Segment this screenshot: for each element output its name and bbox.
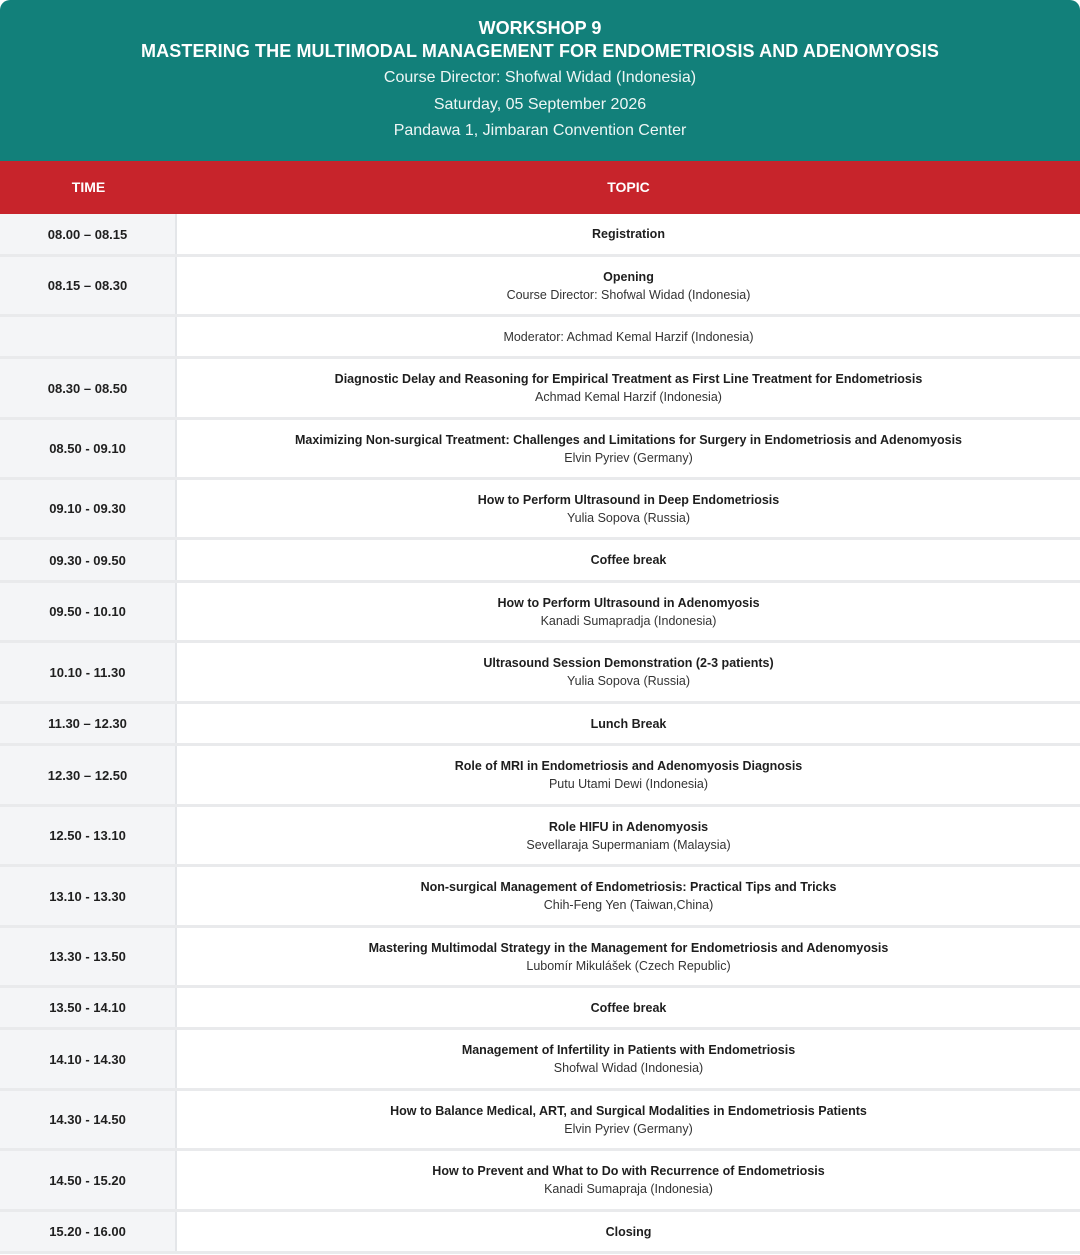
topic-cell [177, 420, 1080, 477]
topic-cell [177, 540, 1080, 580]
topic-title: Coffee break [590, 1000, 667, 1015]
table-row [0, 540, 1080, 583]
topic-speaker: Elvin Pyriev (Germany) [564, 450, 693, 465]
time-cell: 11.30 – 12.30 [0, 704, 177, 743]
topic-cell [177, 928, 1080, 985]
table-row [0, 867, 1080, 928]
topic-title: Management of Infertility in Patients with Endometriosis [461, 1043, 796, 1057]
time-cell: 09.10 - 09.30 [0, 480, 177, 537]
topic-speaker: Elvin Pyriev (Germany) [564, 1121, 693, 1136]
topic-title: Registration [592, 227, 665, 241]
topic-title: How to Perform Ultrasound in Adenomyosis [497, 595, 760, 610]
topic-title: Diagnostic Delay and Reasoning for Empirical Treatment as First Line Treatment for Endometriosis [334, 372, 923, 386]
topic-title: How to Prevent and What to Do with Recurrence of Endometriosis [432, 1164, 825, 1178]
topic-cell [177, 317, 1080, 356]
course-director: Course Director: Shofwal Widad (Indonesia) [383, 69, 697, 86]
workshop-venue: Pandawa 1, Jimbaran Convention Center [393, 122, 687, 139]
topic-cell [177, 583, 1080, 640]
topic-title: Ultrasound Session Demonstration (2-3 patients) [483, 656, 774, 670]
topic-cell [177, 807, 1080, 864]
topic-title: How to Perform Ultrasound in Deep Endometriosis [477, 492, 780, 507]
column-header-time: TIME [71, 179, 106, 195]
session-moderator: Moderator: Achmad Kemal Harzif (Indonesia) [503, 329, 754, 344]
table-row [0, 317, 1080, 359]
time-cell: 12.30 – 12.50 [0, 746, 177, 804]
topic-cell [177, 359, 1080, 417]
topic-speaker: Yulia Sopova (Russia) [567, 510, 690, 525]
time-cell [0, 317, 177, 356]
topic-title: Role of MRI in Endometriosis and Adenomyosis Diagnosis [454, 759, 803, 773]
topic-cell [177, 704, 1080, 743]
table-row [0, 214, 1080, 257]
workshop-number: WORKSHOP 9 [478, 18, 602, 38]
table-row [0, 988, 1080, 1030]
time-cell: 08.00 – 08.15 [0, 214, 177, 254]
time-cell: 12.50 - 13.10 [0, 807, 177, 864]
workshop-header [0, 0, 1080, 161]
time-cell: 10.10 - 11.30 [0, 643, 177, 701]
topic-speaker: Kanadi Sumapraja (Indonesia) [544, 1182, 713, 1196]
topic-speaker: Kanadi Sumapradja (Indonesia) [540, 613, 717, 628]
table-row [0, 807, 1080, 867]
topic-title: Role HIFU in Adenomyosis [548, 819, 709, 834]
topic-speaker: Chih-Feng Yen (Taiwan,China) [543, 898, 714, 912]
topic-cell [177, 988, 1080, 1027]
topic-speaker: Shofwal Widad (Indonesia) [553, 1061, 704, 1075]
topic-speaker: Sevellaraja Supermaniam (Malaysia) [526, 837, 731, 852]
topic-cell [177, 214, 1080, 254]
table-row [0, 359, 1080, 420]
time-cell: 13.30 - 13.50 [0, 928, 177, 985]
time-cell: 08.15 – 08.30 [0, 257, 177, 314]
topic-cell [177, 867, 1080, 925]
topic-cell [177, 746, 1080, 804]
table-row [0, 704, 1080, 746]
column-header-topic: TOPIC [607, 179, 650, 195]
table-row [0, 480, 1080, 540]
table-row [0, 1030, 1080, 1091]
schedule-table [0, 214, 1080, 1254]
topic-speaker: Yulia Sopova (Russia) [567, 674, 690, 688]
topic-title: Opening [603, 269, 654, 284]
topic-title: Lunch Break [590, 716, 667, 731]
topic-cell [177, 1030, 1080, 1088]
table-header [0, 161, 1080, 214]
topic-title: Coffee break [590, 553, 667, 567]
table-row [0, 928, 1080, 988]
time-cell: 13.50 - 14.10 [0, 988, 177, 1027]
topic-speaker: Course Director: Shofwal Widad (Indonesia) [506, 287, 751, 302]
time-cell: 09.30 - 09.50 [0, 540, 177, 580]
table-row [0, 583, 1080, 643]
table-row [0, 420, 1080, 480]
time-cell: 08.30 – 08.50 [0, 359, 177, 417]
time-cell: 14.10 - 14.30 [0, 1030, 177, 1088]
workshop-title: MASTERING THE MULTIMODAL MANAGEMENT FOR ENDOMETRIOSIS AND ADENOMYOSIS [141, 41, 939, 61]
time-cell: 09.50 - 10.10 [0, 583, 177, 640]
topic-cell [177, 480, 1080, 537]
time-cell: 08.50 - 09.10 [0, 420, 177, 477]
topic-title: Closing [605, 1224, 652, 1239]
topic-title: Mastering Multimodal Strategy in the Management for Endometriosis and Adenomyosis [368, 940, 889, 955]
topic-speaker: Putu Utami Dewi (Indonesia) [548, 777, 709, 791]
table-row [0, 643, 1080, 704]
table-row [0, 1091, 1080, 1151]
topic-cell [177, 1212, 1080, 1251]
table-row [0, 1212, 1080, 1254]
topic-cell [177, 1091, 1080, 1148]
time-cell: 14.30 - 14.50 [0, 1091, 177, 1148]
topic-cell [177, 257, 1080, 314]
topic-title: Maximizing Non-surgical Treatment: Challenges and Limitations for Surgery in Endometriosis and Adenomyosis [294, 432, 962, 447]
time-cell: 15.20 - 16.00 [0, 1212, 177, 1251]
table-row [0, 1151, 1080, 1212]
time-cell: 14.50 - 15.20 [0, 1151, 177, 1209]
topic-cell [177, 643, 1080, 701]
time-cell: 13.10 - 13.30 [0, 867, 177, 925]
topic-speaker: Lubomír Mikulášek (Czech Republic) [526, 958, 731, 973]
topic-cell [177, 1151, 1080, 1209]
table-row [0, 257, 1080, 317]
table-row [0, 746, 1080, 807]
workshop-date: Saturday, 05 September 2026 [433, 96, 647, 113]
topic-title: Non-surgical Management of Endometriosis: Practical Tips and Tricks [420, 880, 837, 894]
topic-title: How to Balance Medical, ART, and Surgical Modalities in Endometriosis Patients [390, 1103, 867, 1118]
topic-speaker: Achmad Kemal Harzif (Indonesia) [535, 390, 722, 404]
